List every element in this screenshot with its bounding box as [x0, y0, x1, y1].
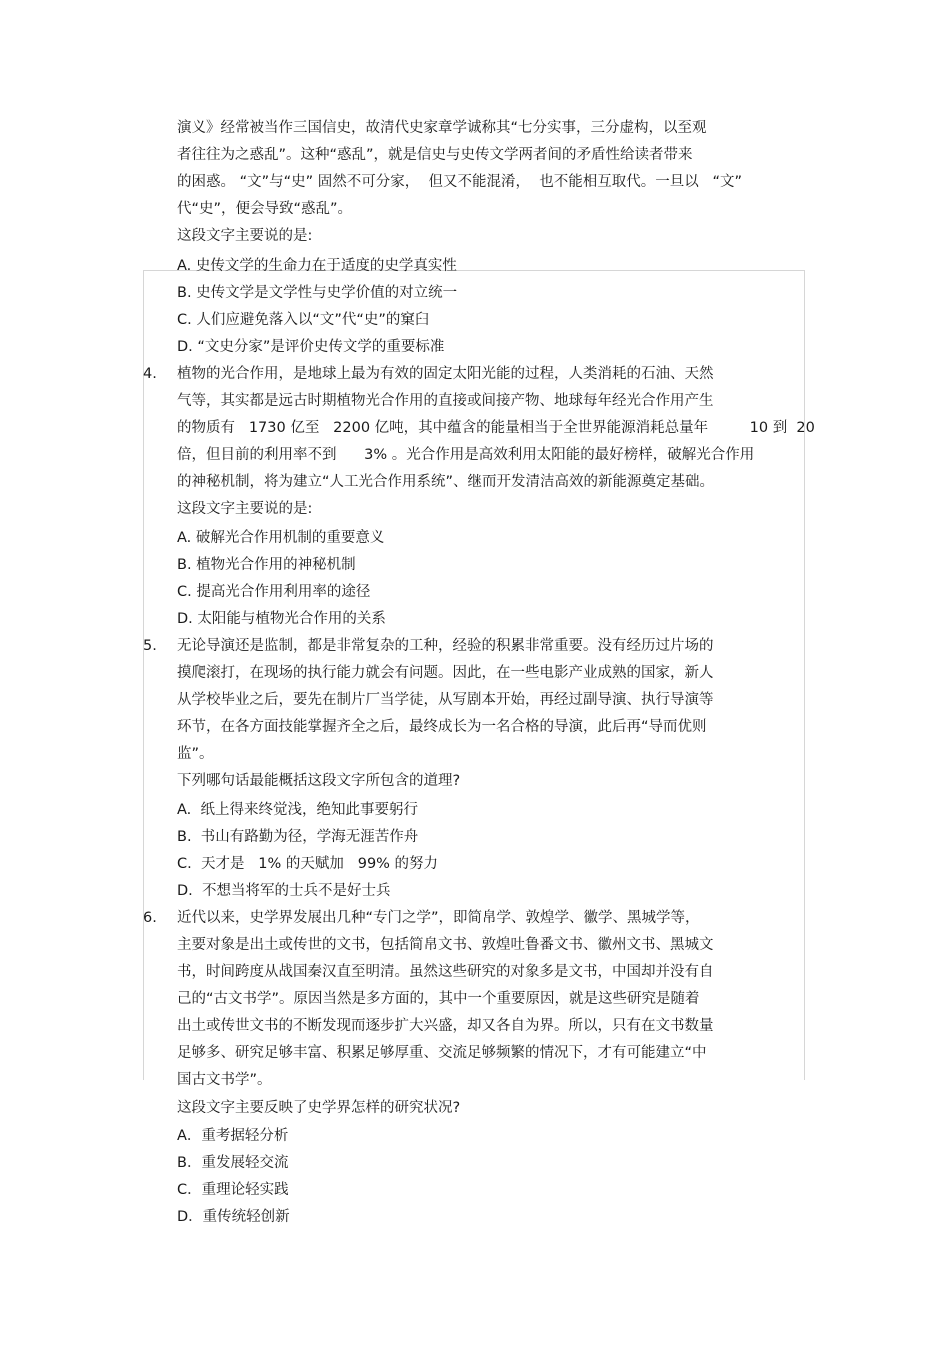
passage-line: 监”。 — [177, 746, 214, 762]
question-number: 4. — [143, 366, 157, 382]
frame-left-line — [143, 270, 144, 1080]
option-b: B．重发展轻交流 — [177, 1155, 289, 1171]
option-d: D. “文史分家”是评价史传文学的重要标准 — [177, 339, 445, 355]
question-prompt: 下列哪句话最能概括这段文字所包含的道理? — [177, 773, 461, 789]
passage-line: 己的“古文书学”。原因当然是多方面的，其中一个重要原因，就是这些研究是随着 — [177, 991, 700, 1007]
option-c: C. 人们应避免落入以“文”代“史”的窠臼 — [177, 312, 430, 328]
question-number: 6. — [143, 910, 157, 926]
passage-line: 的物质有 1730 亿至 2200 亿吨，其中蕴含的能量相当于全世界能源消耗总量年 10 到 20 — [177, 420, 815, 436]
option-d: D．重传统轻创新 — [177, 1209, 290, 1225]
passage-line: 无论导演还是监制，都是非常复杂的工种，经验的积累非常重要。没有经历过片场的 — [177, 638, 714, 654]
option-d: D. 不想当将军的士兵不是好士兵 — [177, 883, 391, 899]
frame-right-line — [804, 270, 805, 1080]
option-a: A. 破解光合作用机制的重要意义 — [177, 530, 385, 546]
passage-line: 者往往为之惑乱”。这种“惑乱”，就是信史与史传文学两者间的矛盾性给读者带来 — [177, 147, 693, 163]
passage-line: 书，时间跨度从战国秦汉直至明清。虽然这些研究的对象多是文书，中国却并没有自 — [177, 964, 714, 980]
option-d: D. 太阳能与植物光合作用的关系 — [177, 611, 386, 627]
option-a: A. 纸上得来终觉浅，绝知此事要躬行 — [177, 802, 418, 818]
option-b: B. 书山有路勤为径，学海无涯苦作舟 — [177, 829, 419, 845]
passage-line: 足够多、研究足够丰富、积累足够厚重、交流足够频繁的情况下，才有可能建立“中 — [177, 1045, 707, 1061]
question-prompt: 这段文字主要反映了史学界怎样的研究状况? — [177, 1100, 461, 1116]
option-b: B. 植物光合作用的神秘机制 — [177, 557, 356, 573]
passage-line: 主要对象是出土或传世的文书，包括简帛文书、敦煌吐鲁番文书、徽州文书、黑城文 — [177, 937, 714, 953]
passage-line: 的困惑。 “文”与“史” 固然不可分家， 但又不能混淆， 也不能相互取代。一旦以 “文” — [177, 174, 743, 190]
passage-line: 摸爬滚打，在现场的执行能力就会有问题。因此，在一些电影产业成熟的国家，新人 — [177, 665, 714, 681]
question-prompt: 这段文字主要说的是: — [177, 501, 313, 517]
passage-line: 从学校毕业之后，要先在制片厂当学徒，从写剧本开始，再经过副导演、执行导演等 — [177, 692, 714, 708]
option-c: C. 提高光合作用利用率的途径 — [177, 584, 371, 600]
option-c: C. 天才是 1% 的天赋加 99% 的努力 — [177, 856, 439, 872]
passage-line: 演义》经常被当作三国信史，故清代史家章学诚称其“七分实事，三分虚构，以至观 — [177, 120, 707, 136]
passage-line: 代“史”，便会导致“惑乱”。 — [177, 201, 353, 217]
passage-line: 气等，其实都是远古时期植物光合作用的直接或间接产物、地球每年经光合作用产生 — [177, 393, 714, 409]
passage-line: 环节，在各方面技能掌握齐全之后，最终成长为一名合格的导演，此后再“导而优则 — [177, 719, 707, 735]
question-prompt: 这段文字主要说的是: — [177, 228, 313, 244]
passage-line: 出土或传世文书的不断发现而逐步扩大兴盛，却又各自为界。所以，只有在文书数量 — [177, 1018, 714, 1034]
option-c: C．重理论轻实践 — [177, 1182, 289, 1198]
option-a: A. 史传文学的生命力在于适度的史学真实性 — [177, 258, 457, 274]
option-a: A．重考据轻分析 — [177, 1128, 289, 1144]
passage-line: 的神秘机制，将为建立“人工光合作用系统”、继而开发清洁高效的新能源奠定基础。 — [177, 474, 715, 490]
passage-line: 近代以来，史学界发展出几种“专门之学”，即简帛学、敦煌学、徽学、黑城学等， — [177, 910, 700, 926]
option-b: B. 史传文学是文学性与史学价值的对立统一 — [177, 285, 458, 301]
passage-line: 国古文书学”。 — [177, 1072, 272, 1088]
question-number: 5. — [143, 638, 157, 654]
passage-line: 植物的光合作用，是地球上最为有效的固定太阳光能的过程，人类消耗的石油、天然 — [177, 366, 714, 382]
passage-line: 倍，但目前的利用率不到 3% 。光合作用是高效利用太阳能的最好榜样，破解光合作用 — [177, 447, 755, 463]
